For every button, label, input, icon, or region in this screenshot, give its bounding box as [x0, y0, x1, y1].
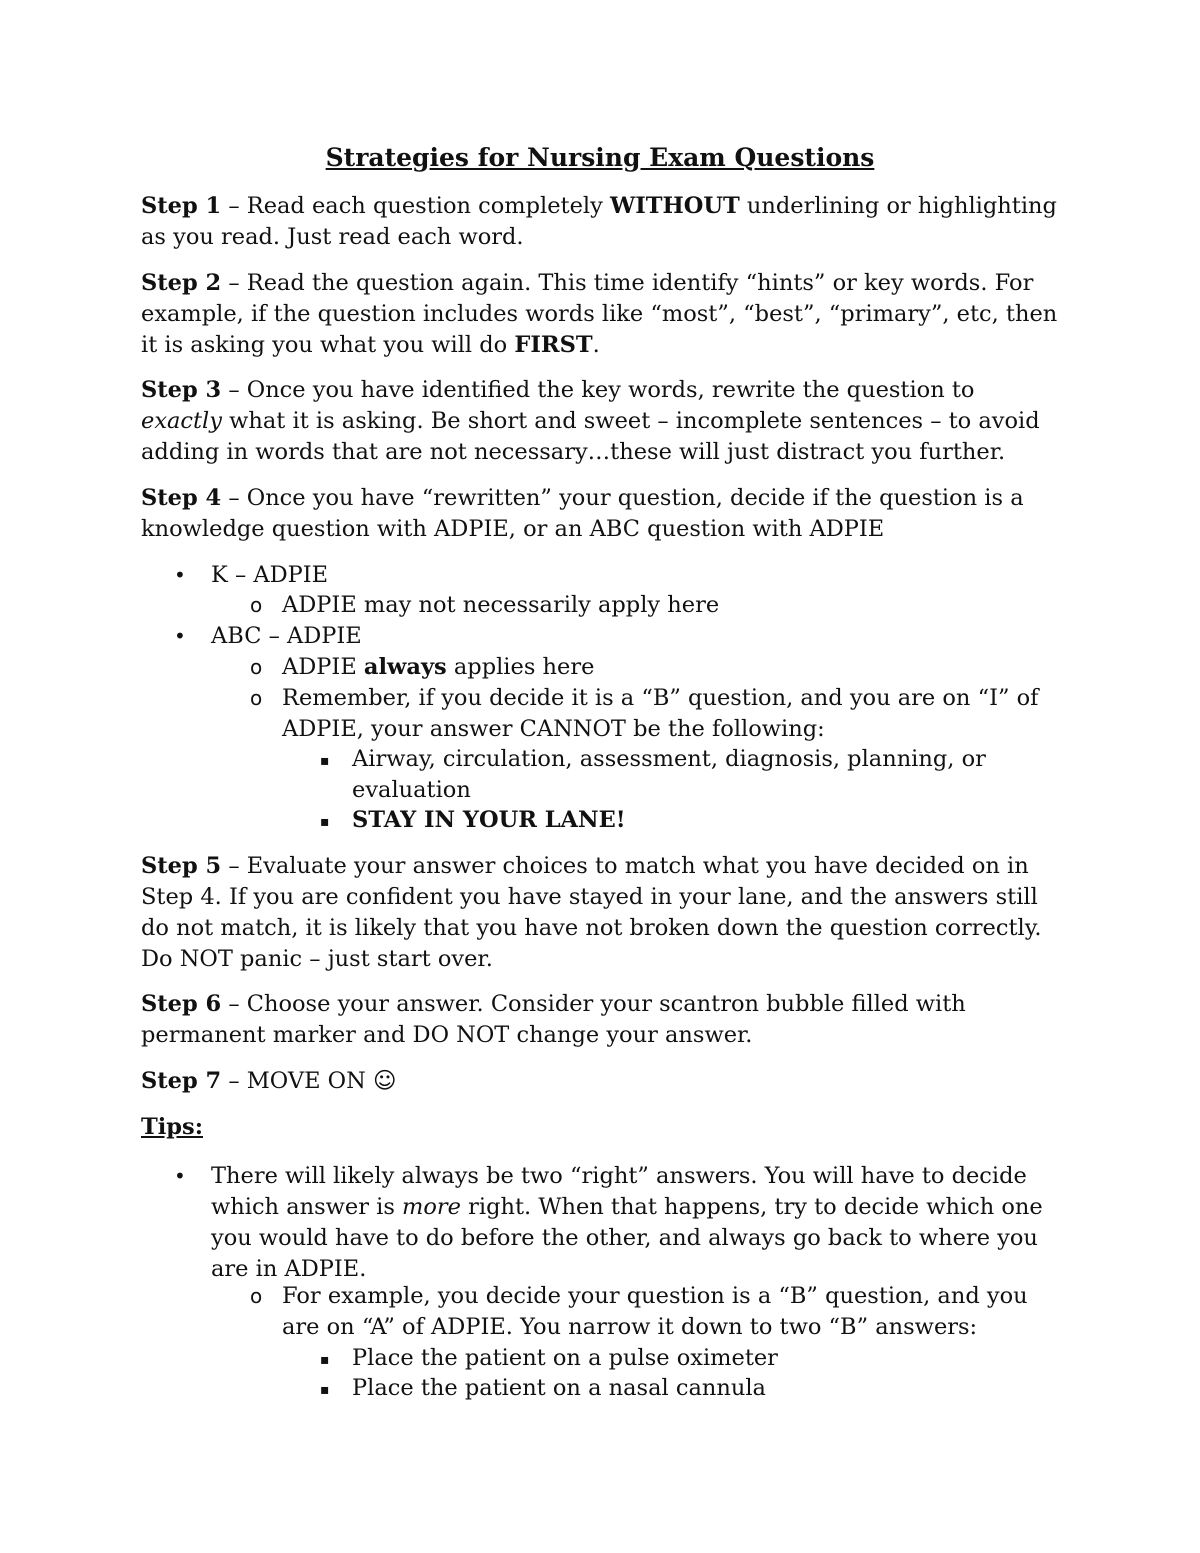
- list-item-stay-in-lane: STAY IN YOUR LANE!: [352, 807, 626, 833]
- square-marker: ▪: [320, 1352, 330, 1368]
- step-7-label: Step 7: [141, 1068, 222, 1094]
- circle-marker: o: [250, 655, 263, 679]
- tips-heading: Tips:: [141, 1114, 203, 1140]
- square-marker: ▪: [320, 753, 330, 769]
- page-title: Strategies for Nursing Exam Questions: [325, 143, 875, 172]
- tips-answer-pulse-oximeter: Place the patient on a pulse oximeter: [352, 1345, 778, 1371]
- list-item-abc-sub-1: ADPIE always applies here: [282, 654, 595, 680]
- circle-marker: o: [250, 686, 263, 710]
- emphasis-text: always: [363, 654, 447, 680]
- square-marker: ▪: [320, 814, 330, 830]
- italic-text: exactly: [141, 408, 222, 434]
- bullet-marker: •: [174, 1164, 186, 1188]
- tips-sub-item: For example, you decide your question is a “B” question, and you are on “A” of ADPIE. You narrow it down to two “B” answers:: [282, 1283, 1028, 1340]
- emphasis-text: FIRST: [514, 332, 593, 358]
- step-4-label: Step 4: [141, 485, 222, 511]
- smiley-icon: ☺: [372, 1068, 397, 1094]
- step-5-paragraph: Step 5 – Evaluate your answer choices to match what you have decided on in Step 4. If you are confident you have stayed in your lane, and the answers still do not match, it is likely that you have not broken down the question correctly. Do NOT panic – just start over.: [141, 853, 1042, 972]
- bullet-marker: •: [174, 563, 186, 587]
- step-1-paragraph: Step 1 – Read each question completely WITHOUT underlining or highlighting as you read. Just read each word.: [141, 193, 1057, 250]
- step-6-label: Step 6: [141, 991, 222, 1017]
- list-item-cannot-be: Airway, circulation, assessment, diagnosis, planning, or evaluation: [352, 746, 986, 803]
- step-2-paragraph: Step 2 – Read the question again. This time identify “hints” or key words. For example, if the question includes words like “most”, “best”, “primary”, etc, then it is asking you what you will do FIRST.: [141, 270, 1058, 358]
- tips-answer-nasal-cannula: Place the patient on a nasal cannula: [352, 1375, 766, 1401]
- step-1-label: Step 1: [141, 193, 222, 219]
- tips-bullet: There will likely always be two “right” answers. You will have to decide which answer is more right. When that happens, try to decide which one you would have to do before the other, and always go back to where you are in ADPIE.: [211, 1163, 1043, 1282]
- bullet-marker: •: [174, 624, 186, 648]
- step-7-paragraph: Step 7 – MOVE ON ☺: [141, 1068, 397, 1094]
- list-item-abc-sub-2: Remember, if you decide it is a “B” question, and you are on “I” of ADPIE, your answer CANNOT be the following:: [282, 685, 1039, 742]
- square-marker: ▪: [320, 1382, 330, 1398]
- circle-marker: o: [250, 593, 263, 617]
- step-6-paragraph: Step 6 – Choose your answer. Consider your scantron bubble filled with permanent marker and DO NOT change your answer.: [141, 991, 966, 1048]
- step-4-paragraph: Step 4 – Once you have “rewritten” your question, decide if the question is a knowledge question with ADPIE, or an ABC question with ADPIE: [141, 485, 1024, 542]
- emphasis-text: WITHOUT: [609, 193, 740, 219]
- list-item-abc-adpie: ABC – ADPIE: [211, 623, 362, 649]
- step-2-label: Step 2: [141, 270, 222, 296]
- list-item-k-sub: ADPIE may not necessarily apply here: [282, 592, 720, 618]
- step-3-paragraph: Step 3 – Once you have identified the key words, rewrite the question to exactly what it is asking. Be short and sweet – incomplete sentences – to avoid adding in words that are not necessary…these will just distract you further.: [141, 377, 1040, 465]
- circle-marker: o: [250, 1284, 263, 1308]
- list-item-k-adpie: K – ADPIE: [211, 562, 329, 588]
- step-3-label: Step 3: [141, 377, 222, 403]
- step-5-label: Step 5: [141, 853, 222, 879]
- italic-text: more: [402, 1194, 461, 1220]
